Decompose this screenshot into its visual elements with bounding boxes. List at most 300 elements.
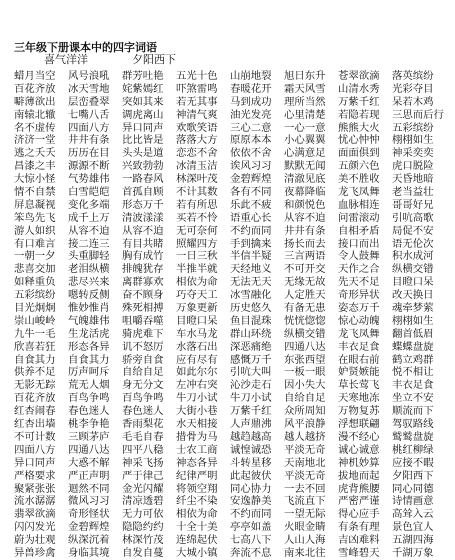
word-cell: 虎背熊腰 [338,482,380,495]
word-cell: 骑虎难下 [122,327,164,340]
word-cell: 五彩缤纷 [14,289,56,302]
word-cell: 如此尔尔 [176,366,218,379]
word-cell: 天南地北 [284,456,326,469]
word-cell: 纵横交错 [392,263,434,276]
word-cell: 自食其力 [68,353,110,366]
word-cell: 默默无闻 [284,160,326,173]
word-cell: 人定胜天 [284,289,326,302]
word-cell: 欢歌笑语 [176,121,218,134]
word-cell: 游人如织 [14,224,56,237]
word-cell: 情不自禁 [14,186,56,199]
word-cell: 措骨为马 [176,430,218,443]
word-cell: 魂牵梦萦 [392,302,434,315]
word-cell: 大惑不解 [68,456,110,469]
word-cell: 昌漆之丰 [14,160,56,173]
word-cell: 鹫鹫盘旋 [392,430,434,443]
word-cell: 栩栩如生 [392,134,434,147]
word-cell: 噼薄欲出 [14,95,56,108]
word-cell: 不计其数 [176,186,218,199]
word-cell: 众所周知 [284,405,326,418]
word-cell: 驾驭路线 [392,418,434,431]
word-cell: 姹紫嫣红 [122,82,164,95]
word-cell: 万物复苏 [338,405,380,418]
word-cell: 生龙活虎 [68,327,110,340]
word-cell: 亭亭如盖 [230,521,272,534]
word-cell: 成千上万 [68,211,110,224]
word-cell: 悲尽兴来 [68,276,110,289]
word-cell: 层峦叠翠 [68,95,110,108]
word-cell: 林深叶茂 [176,173,218,186]
word-cell: 水落石出 [176,340,218,353]
word-cell: 熊熊大火 [338,121,380,134]
word-cell: 因小失大 [284,379,326,392]
word-cell: 春暖花开 [230,82,272,95]
word-column [14,70,68,560]
word-cell: 变化多端 [68,198,110,211]
word-column [338,70,392,560]
word-cell: 天作之合 [338,263,380,276]
word-cell: 老泪纵横 [68,263,110,276]
word-cell: 天经地义 [230,263,272,276]
word-cell: 半推半就 [176,263,218,276]
word-cell: 笨鸟先飞 [14,211,56,224]
word-cell: 令人鼓舞 [338,250,380,263]
word-cell: 金碧辉煌 [68,521,110,534]
word-cell: 车水马龙 [176,327,218,340]
word-cell: 景色宜人 [392,521,434,534]
word-cell: 天昏地暗 [392,173,434,186]
subtitle-left: 喜气洋洋 [44,53,88,66]
word-cell: 神采奕奕 [392,147,434,160]
word-cell: 自发自蔓 [122,546,164,559]
word-cell: 大街小巷 [176,405,218,418]
word-cell: 照耀四方 [176,237,218,250]
word-cell: 一去不回 [284,482,326,495]
word-cell: 五颜六色 [338,160,380,173]
word-cell: 买若不怜 [176,211,218,224]
word-cell: 万象更新 [176,302,218,315]
word-cell: 问雷滚动 [338,211,380,224]
word-cell: 林深竹茂 [122,534,164,547]
word-grid [14,70,446,560]
word-cell: 严密严谨 [338,495,380,508]
word-cell: 逃之夭夭 [14,147,56,160]
word-cell: 蔚为壮观 [14,534,56,547]
word-cell: 蝶蝶盘旋 [392,340,434,353]
word-cell: 百花齐放 [14,82,56,95]
word-cell: 九牛一毛 [14,327,56,340]
word-cell: 心里清楚 [284,108,326,121]
word-cell: 引吭高歌 [392,211,434,224]
word-cell: 春色迷人 [122,405,164,418]
word-cell: 目瞪口呆 [176,314,218,327]
word-cell: 吓煞雷鸣 [176,82,218,95]
word-column [176,70,230,560]
word-cell: 百鸟争鸣 [68,392,110,405]
word-cell: 夕阳西下 [392,469,434,482]
word-cell: 面面俱到 [338,147,380,160]
subtitle-right: 夕阳西下 [132,53,176,66]
word-cell: 有备无患 [284,302,326,315]
word-cell: 四通八达 [68,443,110,456]
word-cell: 牛刀小试 [176,392,218,405]
word-cell: 无力可依 [122,508,164,521]
word-cell: 半信半疑 [230,250,272,263]
word-cell: 严于律己 [122,469,164,482]
word-cell: 霜天风雪 [284,82,326,95]
word-cell: 恋恋不舍 [176,147,218,160]
word-cell: 悦不相让 [392,366,434,379]
word-cell: 丰衣足食 [392,379,434,392]
word-cell: 身临其境 [68,546,110,559]
word-cell: 桃红柳绿 [392,443,434,456]
word-cell: 清凉透碧 [122,495,164,508]
word-cell: 白雪皑皑 [68,186,110,199]
word-cell: 蜡月当空 [14,70,56,82]
word-cell: 龙飞凤舞 [338,186,380,199]
word-cell: 嗯转反侧 [68,289,110,302]
word-cell: 妒贤嫉能 [338,366,380,379]
word-cell: 鱼目混珠 [230,314,272,327]
word-cell: 感慨万千 [230,353,272,366]
word-cell: 无可奈何 [176,224,218,237]
word-cell: 奇形怪状 [68,508,110,521]
word-cell: 五湖四海 [392,534,434,547]
word-cell: 纵横交错 [284,327,326,340]
word-cell: 七高八下 [230,534,272,547]
word-cell: 清波漾漾 [122,211,164,224]
word-cell: 五光十色 [176,70,218,82]
word-cell: 一心一意 [284,121,326,134]
word-cell: 头重脚轻 [68,250,110,263]
word-cell: 井井有条 [68,134,110,147]
word-cell: 高耸入云 [392,508,434,521]
word-cell: 红杏出墙 [14,418,56,431]
word-cell: 历史悠久 [230,302,272,315]
word-cell: 迴然不同 [68,482,110,495]
word-cell: 虎口脱险 [392,160,434,173]
word-cell: 无缘无故 [284,276,326,289]
word-cell: 群芳吐艳 [122,70,164,82]
word-cell: 神态各异 [176,456,218,469]
word-cell: 丰衣足食 [338,340,380,353]
word-cell: 连绵起伏 [176,534,218,547]
word-cell: 目瞪口呆 [392,276,434,289]
word-column [68,70,122,560]
word-cell: 心满意足 [284,147,326,160]
word-cell: 气势雄伟 [68,173,110,186]
word-cell: 聚紧张张 [14,482,56,495]
word-cell: 扬长而去 [284,237,326,250]
word-cell: 应有尽有 [176,353,218,366]
word-cell: 鹤立鸡群 [392,353,434,366]
word-cell: 得心应手 [338,508,380,521]
word-cell: 光彩夺目 [392,82,434,95]
word-cell: 毛毛自春 [122,430,164,443]
word-cell: 冰雪融化 [230,289,272,302]
word-cell: 人声鼎沸 [230,418,272,431]
word-cell: 形态各异 [68,340,110,353]
word-cell: 无法无天 [230,276,272,289]
word-cell: 殊死相搏 [122,302,164,315]
word-cell: 厉声呵斥 [68,366,110,379]
word-cell: 应接不暇 [392,456,434,469]
word-cell: 讥不怒厉 [122,340,164,353]
word-cell: 冰清玉洁 [176,160,218,173]
word-cell: 小心翼翼 [284,134,326,147]
word-cell: 百鸟争鸣 [122,392,164,405]
word-cell: 无影无踪 [14,379,56,392]
word-cell: 首孤自顾 [122,186,164,199]
word-cell: 从容不迫 [68,224,110,237]
word-cell: 冰天雪地 [68,82,110,95]
word-cell: 接口而出 [338,237,380,250]
word-cell: 供养不足 [14,366,56,379]
word-cell: 四面八方 [68,121,110,134]
word-cell: 油光发亮 [230,108,272,121]
word-cell: 浮想联翩 [338,418,380,431]
word-cell: 漫不经心 [338,430,380,443]
word-cell: 旭日东升 [284,70,326,82]
word-cell: 相依为命 [176,508,218,521]
word-cell: 十全十美 [176,521,218,534]
word-cell: 欣喜若狂 [14,340,56,353]
word-cell: 自相矛盾 [338,224,380,237]
word-cell: 屏息凝视 [14,198,56,211]
word-cell: 百花齐放 [14,392,56,405]
word-cell: 七嘴八舌 [68,108,110,121]
word-cell: 巧夺天工 [176,289,218,302]
word-cell: 美不胜收 [338,173,380,186]
word-cell: 牛刀小试 [230,392,272,405]
word-cell: 纤尘不染 [176,495,218,508]
word-cell: 山清水秀 [338,82,380,95]
word-column [122,70,176,560]
word-cell: 奔流不息 [230,546,272,559]
word-cell: 调虎离山 [122,108,164,121]
word-cell: 左冲右突 [176,379,218,392]
word-cell: 自给自足 [122,366,164,379]
word-cell: 万紫千红 [338,95,380,108]
word-cell: 从容不迫 [122,224,164,237]
word-cell: 微风习习 [68,495,110,508]
word-cell: 一朝一夕 [14,250,56,263]
word-cell: 身无分文 [122,379,164,392]
word-cell: 纪律严明 [176,469,218,482]
word-cell: 万紫千红 [230,405,272,418]
word-cell: 三思而后行 [392,108,444,121]
word-cell: 兴致勃勃 [122,160,164,173]
word-cell: 此起彼伏 [230,469,272,482]
word-cell: 相依为命 [176,276,218,289]
word-cell: 神采飞扬 [122,456,164,469]
word-cell: 呆若木鸡 [392,95,434,108]
word-cell: 飞流直下 [284,495,326,508]
word-cell: 异兽珍禽 [14,546,56,559]
word-cell: 不可开交 [284,263,326,276]
word-cell: 和颜悦色 [284,198,326,211]
word-cell: 春色迷人 [68,405,110,418]
word-cell: 清澈见底 [284,173,326,186]
word-cell: 安逸静美 [230,495,272,508]
word-cell: 悲喜交加 [14,263,56,276]
word-cell: 血脉相连 [338,198,380,211]
word-cell: 四通八达 [284,340,326,353]
word-cell: 山崩地裂 [230,70,272,82]
word-cell: 依依不舍 [230,147,272,160]
word-cell: 有条有理 [338,521,380,534]
word-cell: 语无伦次 [392,237,434,250]
word-cell: 目光炯炯 [14,302,56,315]
word-cell: 闪闪发光 [14,521,56,534]
word-cell: 诗情画意 [392,495,434,508]
word-cell: 士农工商 [176,443,218,456]
word-cell: 落落大方 [176,134,218,147]
word-cell: 大惊小怪 [14,173,56,186]
word-cell: 有目共睹 [122,237,164,250]
word-cell: 马到成功 [230,95,272,108]
word-cell: 济济一堂 [14,134,56,147]
word-cell: 源源不断 [68,160,110,173]
word-cell: 三顾茅庐 [68,430,110,443]
word-cell: 同心协力 [230,482,272,495]
word-cell: 原原本本 [230,134,272,147]
word-cell: 翡翠欲滴 [14,508,56,521]
word-cell: 雪峰碧天 [338,546,380,559]
word-cell: 隐隐约约 [122,521,164,534]
word-cell: 不约而同 [230,508,272,521]
word-cell: 纵深沉着 [68,534,110,547]
word-cell: 历历在目 [68,147,110,160]
word-cell: 若隐若现 [338,108,380,121]
word-cell: 各有不同 [230,186,272,199]
word-cell: 先天不足 [338,276,380,289]
word-cell: 若无其事 [176,95,218,108]
word-cell: 不约而同 [230,224,272,237]
word-cell: 沁沙走石 [230,379,272,392]
word-cell: 比比皆是 [122,134,164,147]
word-cell: 平淡无奇 [284,469,326,482]
word-column [392,70,446,560]
word-cell: 有口难言 [14,237,56,250]
word-cell: 若有所思 [176,198,218,211]
word-cell: 将领空翔 [176,482,218,495]
word-cell: 流水潺潺 [14,495,56,508]
word-cell: 惟妙惟肖 [68,302,110,315]
word-cell: 严格要求 [14,469,56,482]
word-cell: 一板一眼 [284,366,326,379]
word-cell: 深恶痛绝 [230,340,272,353]
word-cell: 一望无际 [284,508,326,521]
word-cell: 南辕北辙 [14,108,56,121]
word-cell: 奇形异状 [338,289,380,302]
word-cell: 异口同声 [122,121,164,134]
word-cell: 乐此不疲 [230,198,272,211]
word-cell: 理所当然 [284,95,326,108]
word-cell: 引吭大叫 [230,366,272,379]
word-cell: 火眼金睛 [284,521,326,534]
word-cell: 顺流而下 [392,405,434,418]
word-cell: 严正声明 [68,469,110,482]
word-cell: 越趋越高 [230,430,272,443]
word-cell: 突如其来 [122,95,164,108]
word-cell: 草长莺飞 [338,379,380,392]
word-cell: 一日三秋 [176,250,218,263]
word-cell: 局促不安 [392,224,434,237]
word-cell: 形态万千 [122,198,164,211]
word-cell: 风平浪静 [284,418,326,431]
word-cell: 恍恍惚惚 [284,314,326,327]
word-column [284,70,338,560]
word-cell: 气魄雄伟 [68,314,110,327]
word-cell: 名不虚传 [14,121,56,134]
word-cell: 五彩缤纷 [392,121,434,134]
word-cell: 四面八方 [14,443,56,456]
word-cell: 千湖万象 [392,546,434,559]
word-cell: 人山人海 [284,534,326,547]
word-cell: 天寒地冻 [338,392,380,405]
word-cell: 哥哥好兄 [392,198,434,211]
page-title: 三年级下册课本中的四字词语 [14,41,157,54]
word-cell: 一路春风 [122,173,164,186]
word-cell: 龙飞凤舞 [338,327,380,340]
word-cell: 斗转星移 [230,456,272,469]
word-cell: 接二连三 [68,237,110,250]
word-cell: 姿态万千 [338,302,380,315]
word-cell: 头头是道 [122,147,164,160]
word-cell: 坐立不安 [392,392,434,405]
word-cell: 金光闪耀 [122,482,164,495]
word-cell: 栩栩如生 [392,314,434,327]
word-cell: 大城小镇 [176,546,218,559]
word-cell: 水天相接 [176,418,218,431]
word-cell: 积水成河 [392,250,434,263]
word-cell: 忧心忡忡 [338,134,380,147]
word-cell: 同心同德 [392,482,434,495]
word-cell: 手到擒来 [230,237,272,250]
word-cell: 在眼右前 [338,353,380,366]
word-cell: 老当益壮 [392,186,434,199]
word-cell: 崇山峻岭 [14,314,56,327]
word-cell: 语重心长 [230,211,272,224]
word-cell: 骄旁自食 [122,353,164,366]
word-cell: 翻首低眉 [392,327,434,340]
word-cell: 奋不顾身 [122,289,164,302]
word-cell: 荒无人烟 [68,379,110,392]
word-cell: 拔地而起 [338,469,380,482]
word-cell: 离群寡欢 [122,276,164,289]
word-cell: 群山环绕 [230,327,272,340]
word-cell: 自食其力 [14,353,56,366]
word-cell: 四平八稳 [122,443,164,456]
word-cell: 香雨梨花 [122,418,164,431]
word-cell: 改天换日 [392,289,434,302]
word-cell: 落英缤纷 [392,70,434,82]
word-cell: 惊心动魄 [338,314,380,327]
word-cell: 咀嚼吞噬 [122,314,164,327]
word-cell: 三言两语 [284,250,326,263]
word-column [230,70,284,560]
word-cell: 从容不迫 [284,211,326,224]
word-cell: 诚心诚意 [338,443,380,456]
word-cell: 东张西望 [284,353,326,366]
word-cell: 排魄犹存 [122,263,164,276]
word-cell: 夜幕降临 [284,186,326,199]
word-cell: 神机妙算 [338,456,380,469]
word-cell: 三心二意 [230,121,272,134]
word-cell: 如释重负 [14,276,56,289]
word-cell: 风号浪吼 [68,70,110,82]
